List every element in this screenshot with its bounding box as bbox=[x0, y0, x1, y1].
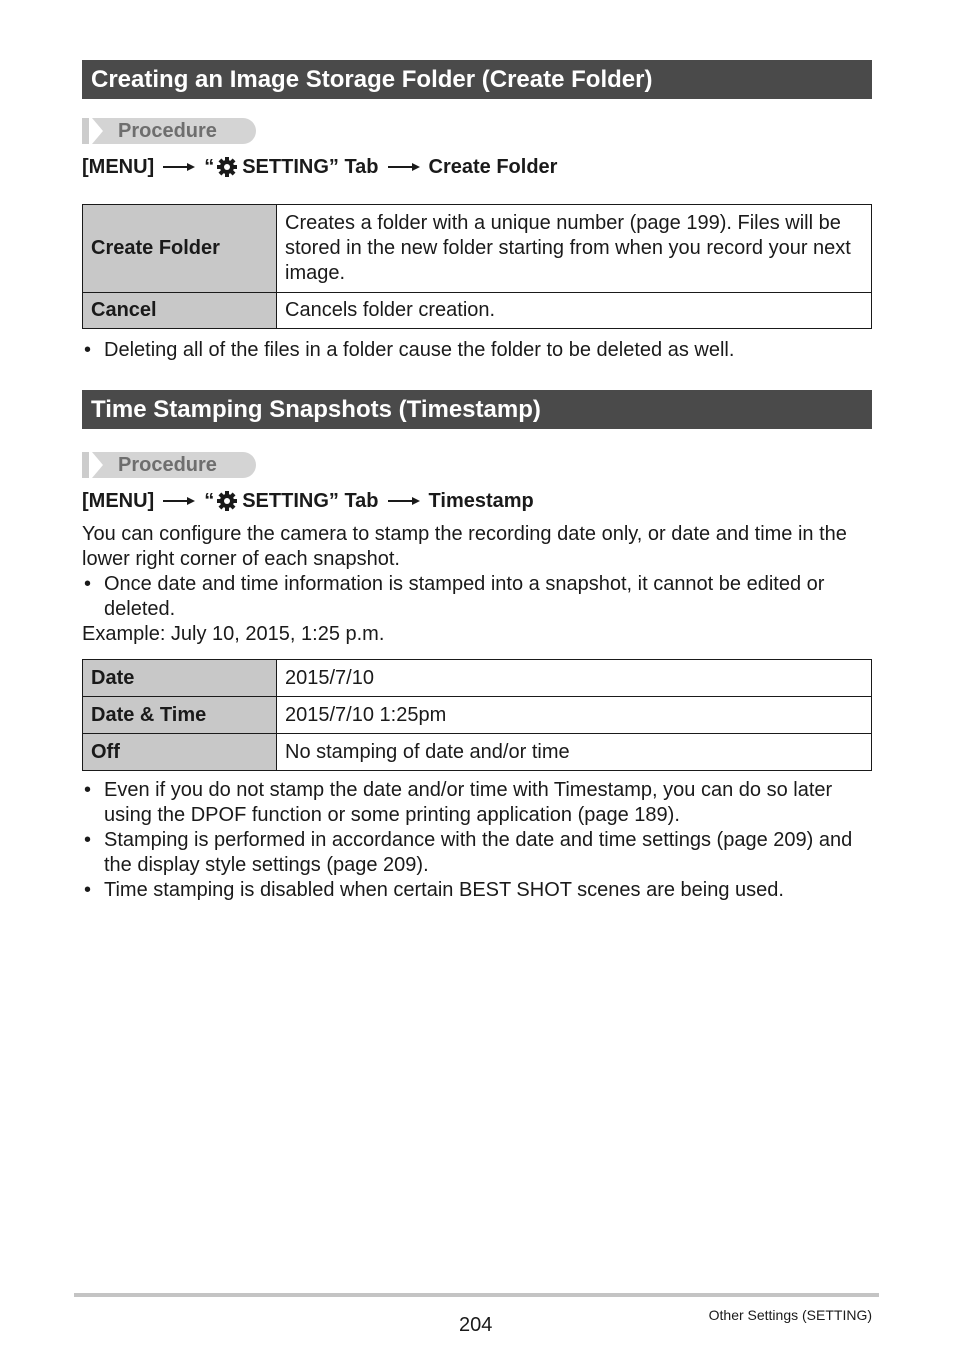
section-title-create-folder: Creating an Image Storage Folder (Create Folder) bbox=[82, 60, 872, 99]
timestamp-options-table bbox=[82, 659, 872, 771]
timestamp-intro: You can configure the camera to stamp the recording date only, or date and time in the lower right corner of each snapshot. bbox=[82, 523, 847, 570]
option-description: Cancels folder creation. bbox=[277, 293, 872, 329]
bullet-dot: • bbox=[84, 779, 92, 801]
note-text: Deleting all of the files in a folder cause the folder to be deleted as well. bbox=[104, 339, 735, 361]
bullet-dot: • bbox=[84, 829, 92, 851]
option-key: Date bbox=[83, 660, 277, 697]
option-key: Off bbox=[83, 734, 277, 771]
menu-target: Create Folder bbox=[428, 155, 558, 178]
gear-icon bbox=[216, 156, 238, 178]
table-row bbox=[83, 734, 872, 771]
procedure-badge bbox=[82, 452, 256, 478]
create-folder-options-table bbox=[82, 204, 872, 329]
menu-key: [MENU] bbox=[82, 155, 155, 178]
quote-open: “ bbox=[204, 489, 215, 512]
gear-icon bbox=[216, 490, 238, 512]
bullet-dot: • bbox=[84, 339, 92, 361]
note-text: Even if you do not stamp the date and/or time with Timestamp, you can do so later using the DPOF function or some printing application (page 189). bbox=[104, 779, 833, 826]
right-arrow-icon bbox=[163, 496, 195, 506]
note-bullet bbox=[84, 778, 874, 828]
section-title-timestamp: Time Stamping Snapshots (Timestamp) bbox=[82, 390, 872, 429]
option-description: Creates a folder with a unique number (page 199). Files will be stored in the new folder starting from when you record your next image. bbox=[277, 205, 872, 293]
table-row bbox=[83, 697, 872, 734]
menu-path-timestamp bbox=[82, 487, 534, 515]
note-text: Stamping is performed in accordance with the date and time settings (page 209) and the display style settings (page 209). bbox=[104, 829, 853, 876]
option-value: No stamping of date and/or time bbox=[277, 734, 872, 771]
menu-path-create-folder bbox=[82, 153, 557, 181]
right-arrow-icon bbox=[163, 162, 195, 172]
setting-tab-label: SETTING” Tab bbox=[242, 155, 379, 178]
right-arrow-icon bbox=[388, 496, 420, 506]
quote-open: “ bbox=[204, 155, 215, 178]
bullet-dot: • bbox=[84, 879, 92, 901]
note-text: Once date and time information is stamped into a snapshot, it cannot be edited or deleted. bbox=[104, 573, 825, 620]
note-bullet bbox=[84, 878, 874, 903]
page-number: 204 bbox=[459, 1314, 493, 1336]
menu-key: [MENU] bbox=[82, 489, 155, 512]
note-bullet bbox=[84, 572, 874, 622]
procedure-label: Procedure bbox=[118, 120, 217, 142]
option-value: 2015/7/10 bbox=[277, 660, 872, 697]
setting-tab-label: SETTING” Tab bbox=[242, 489, 379, 512]
option-key: Date & Time bbox=[83, 697, 277, 734]
option-key: Cancel bbox=[83, 293, 277, 329]
procedure-label: Procedure bbox=[118, 454, 217, 476]
footer-section-label: Other Settings (SETTING) bbox=[708, 1307, 872, 1323]
example-text: Example: July 10, 2015, 1:25 p.m. bbox=[82, 623, 385, 645]
table-row bbox=[83, 205, 872, 293]
note-bullet bbox=[84, 828, 874, 878]
note-bullet bbox=[84, 338, 874, 363]
procedure-badge bbox=[82, 118, 256, 144]
footer-divider bbox=[74, 1293, 879, 1297]
option-key: Create Folder bbox=[83, 205, 277, 293]
table-row bbox=[83, 660, 872, 697]
option-value: 2015/7/10 1:25pm bbox=[277, 697, 872, 734]
right-arrow-icon bbox=[388, 162, 420, 172]
menu-target: Timestamp bbox=[428, 489, 534, 512]
table-row bbox=[83, 293, 872, 329]
bullet-dot: • bbox=[84, 573, 92, 595]
note-text: Time stamping is disabled when certain BEST SHOT scenes are being used. bbox=[104, 879, 784, 901]
